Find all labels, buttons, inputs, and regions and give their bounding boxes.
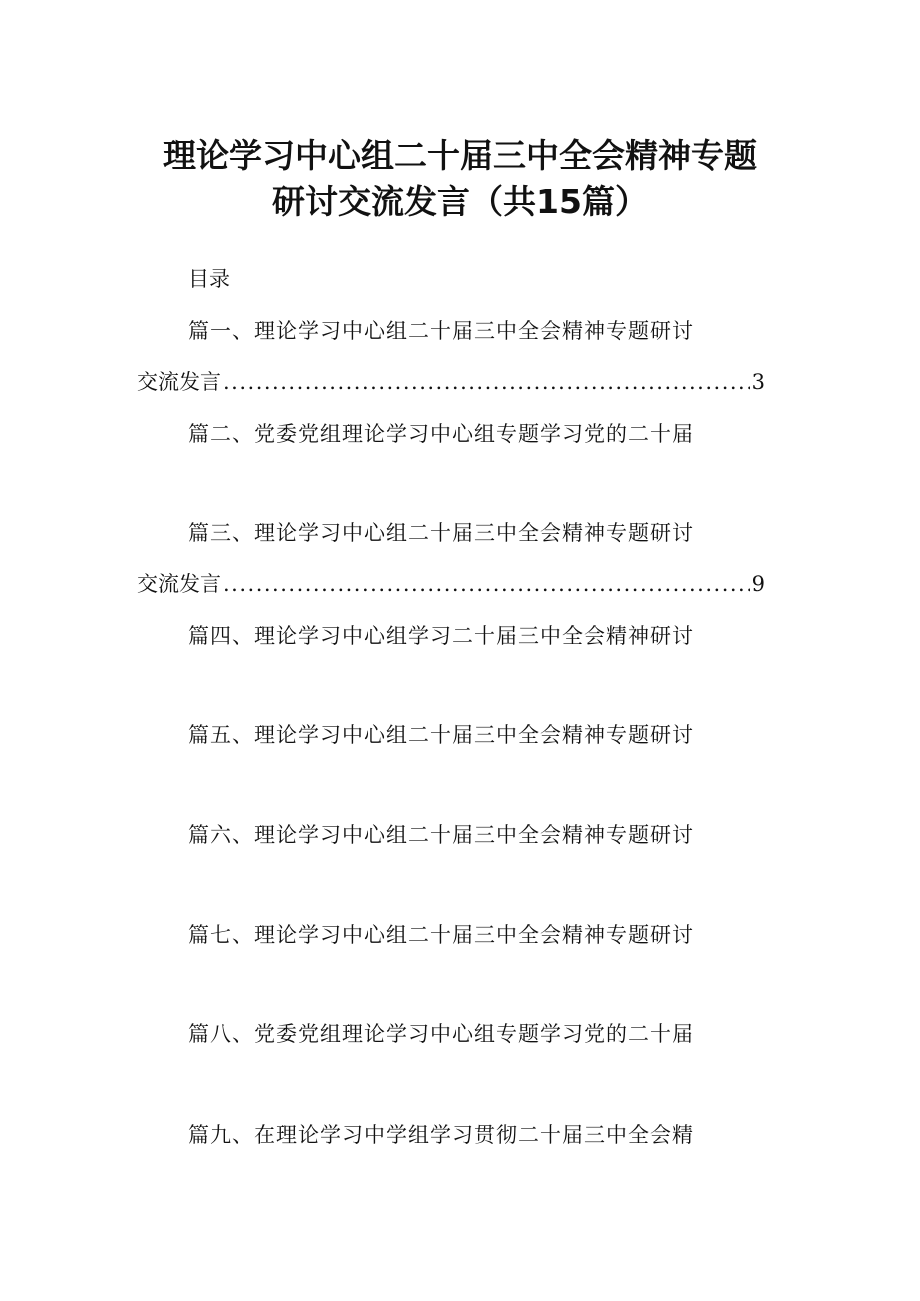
toc-entry-3-continuation[interactable] — [137, 569, 765, 599]
toc-heading: 目录 — [188, 267, 230, 291]
toc-entry-5[interactable]: 篇五、理论学习中心组二十届三中全会精神专题研讨 — [188, 723, 694, 747]
toc-entry-8[interactable]: 篇八、党委党组理论学习中心组专题学习党的二十届 — [188, 1022, 694, 1046]
toc-entry-6[interactable]: 篇六、理论学习中心组二十届三中全会精神专题研讨 — [188, 823, 694, 847]
toc-entry-1-page-number: 3 — [751, 370, 765, 394]
toc-entry-3-page-number: 9 — [751, 572, 765, 596]
toc-entry-4[interactable]: 篇四、理论学习中心组学习二十届三中全会精神研讨 — [188, 624, 694, 648]
document-title-line-1: 理论学习中心组二十届三中全会精神专题 — [163, 136, 757, 175]
toc-entry-3[interactable]: 篇三、理论学习中心组二十届三中全会精神专题研讨 — [188, 521, 694, 545]
toc-entry-1[interactable]: 篇一、理论学习中心组二十届三中全会精神专题研讨 — [188, 319, 694, 343]
toc-entry-9[interactable]: 篇九、在理论学习中学组学习贯彻二十届三中全会精 — [188, 1123, 694, 1147]
toc-entry-3-continuation-text: 交流发言 — [137, 572, 221, 596]
toc-leader-dots — [223, 569, 750, 599]
toc-entry-2[interactable]: 篇二、党委党组理论学习中心组专题学习党的二十届 — [188, 422, 694, 446]
toc-entry-7[interactable]: 篇七、理论学习中心组二十届三中全会精神专题研讨 — [188, 923, 694, 947]
toc-entry-1-continuation[interactable] — [137, 367, 765, 397]
toc-leader-dots — [223, 367, 750, 397]
document-title-line-2: 研讨交流发言（共15篇） — [272, 182, 648, 221]
toc-entry-1-continuation-text: 交流发言 — [137, 370, 221, 394]
